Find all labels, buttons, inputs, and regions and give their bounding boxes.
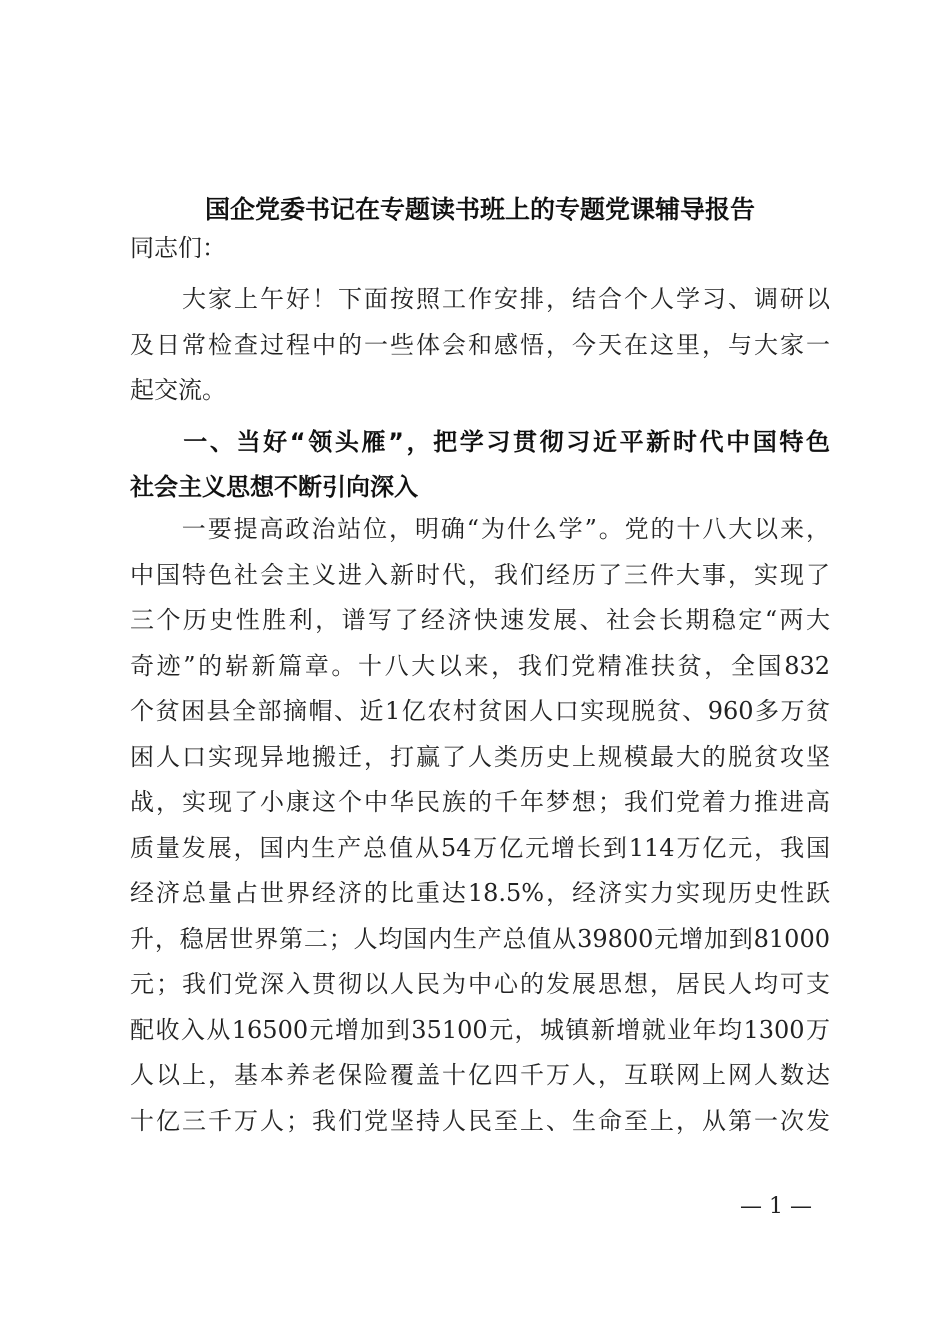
paragraph-line: 奇迹”的崭新篇章。十八大以来，我们党精准扶贫，全国832 bbox=[130, 651, 830, 680]
paragraph-line: 升，稳居世界第二；人均国内生产总值从39800元增加到81000 bbox=[130, 924, 830, 953]
heading-line: 社会主义思想不断引向深入 bbox=[130, 473, 418, 501]
intro-paragraph bbox=[130, 277, 830, 414]
intro-line: 起交流。 bbox=[130, 376, 226, 404]
paragraph-line: 经济总量占世界经济的比重达18.5%，经济实力实现历史性跃 bbox=[130, 879, 830, 907]
paragraph-line: 人以上，基本养老保险覆盖十亿四千万人，互联网上网人数达 bbox=[130, 1061, 830, 1089]
paragraph-line: 一要提高政治站位，明确“为什么学”。党的十八大以来， bbox=[130, 515, 830, 543]
paragraph-line: 三个历史性胜利，谱写了经济快速发展、社会长期稳定“两大 bbox=[130, 606, 830, 634]
document-title: 国企党委书记在专题读书班上的专题党课辅导报告 bbox=[204, 195, 755, 224]
body-paragraph bbox=[130, 507, 830, 1144]
paragraph-line: 十亿三千万人；我们党坚持人民至上、生命至上，从第一次发 bbox=[130, 1106, 830, 1135]
intro-line: 大家上午好！下面按照工作安排，结合个人学习、调研以 bbox=[130, 285, 830, 313]
paragraph-line: 个贫困县全部摘帽、近1亿农村贫困人口实现脱贫、960多万贫 bbox=[130, 697, 830, 725]
paragraph-line: 配收入从16500元增加到35100元，城镇新增就业年均1300万 bbox=[130, 1015, 830, 1044]
salutation: 同志们： bbox=[130, 234, 226, 262]
intro-line: 及日常检查过程中的一些体会和感悟，今天在这里，与大家一 bbox=[130, 330, 830, 359]
section-heading bbox=[130, 420, 830, 510]
paragraph-line: 质量发展，国内生产总值从54万亿元增长到114万亿元，我国 bbox=[130, 833, 830, 862]
page-number: — 1 — bbox=[740, 1194, 812, 1219]
paragraph-line: 元；我们党深入贯彻以人民为中心的发展思想，居民人均可支 bbox=[130, 970, 830, 998]
paragraph-line: 战，实现了小康这个中华民族的千年梦想；我们党着力推进高 bbox=[130, 788, 830, 816]
paragraph-line: 困人口实现异地搬迁，打赢了人类历史上规模最大的脱贫攻坚 bbox=[130, 742, 830, 771]
heading-line: 一、当好“领头雁”，把学习贯彻习近平新时代中国特色 bbox=[130, 428, 830, 456]
paragraph-line: 中国特色社会主义进入新时代，我们经历了三件大事，实现了 bbox=[130, 560, 830, 589]
